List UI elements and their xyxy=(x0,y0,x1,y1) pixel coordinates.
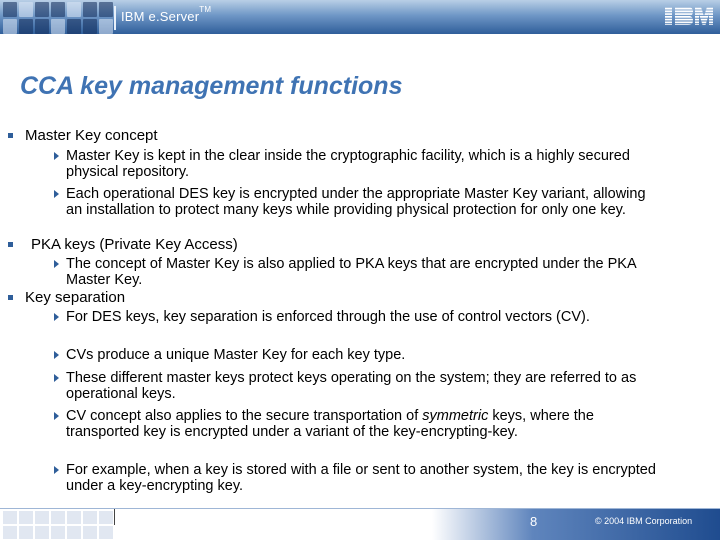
square-bullet-icon xyxy=(8,133,13,138)
product-title: IBM e.Server™ xyxy=(121,5,212,24)
trademark-mark: TM xyxy=(199,5,212,14)
bullet-pka-keys: PKA keys (Private Key Access) xyxy=(31,236,238,253)
sub-bullet: Each operational DES key is encrypted under the appropriate Master Key variant, allowing an installation to protect many keys while providing physical protection for only one key. xyxy=(66,187,656,218)
triangle-bullet-icon xyxy=(54,412,59,420)
triangle-bullet-icon xyxy=(54,260,59,268)
sub-bullet: For example, when a key is stored with a file or sent to another system, the key is encrypted under a key-encrypting key. xyxy=(66,463,656,494)
triangle-bullet-icon xyxy=(54,152,59,160)
footer-pattern xyxy=(0,509,112,540)
copyright-text: © 2004 IBM Corporation xyxy=(595,516,693,526)
page-number: 8 xyxy=(530,514,538,529)
sub-bullet: These different master keys protect keys operating on the system; they are referred to as operational keys. xyxy=(66,371,656,402)
sub-bullet: CV concept also applies to the secure transportation of symmetric keys, where the transported key is encrypted under a variant of the key-encrypting-key. xyxy=(66,409,656,440)
emphasis-text: symmetric xyxy=(422,408,489,424)
sub-bullet: The concept of Master Key is also applied to PKA keys that are encrypted under the PKA Master Key. xyxy=(66,257,656,288)
square-bullet-icon xyxy=(8,295,13,300)
sub-bullet: For DES keys, key separation is enforced through the use of control vectors (CV). xyxy=(66,310,656,326)
footer-tick xyxy=(114,509,115,525)
triangle-bullet-icon xyxy=(54,466,59,474)
sub-bullet: Master Key is kept in the clear inside the cryptographic facility, which is a highly secured physical repository. xyxy=(66,149,656,180)
sub-bullet: CVs produce a unique Master Key for each key type. xyxy=(66,348,656,364)
triangle-bullet-icon xyxy=(54,374,59,382)
bullet-master-key-concept: Master Key concept xyxy=(25,127,158,144)
square-bullet-icon xyxy=(8,242,13,247)
triangle-bullet-icon xyxy=(54,351,59,359)
bullet-key-separation: Key separation xyxy=(25,289,125,306)
slide-title: CCA key management functions xyxy=(20,72,403,100)
triangle-bullet-icon xyxy=(54,313,59,321)
triangle-bullet-icon xyxy=(54,190,59,198)
